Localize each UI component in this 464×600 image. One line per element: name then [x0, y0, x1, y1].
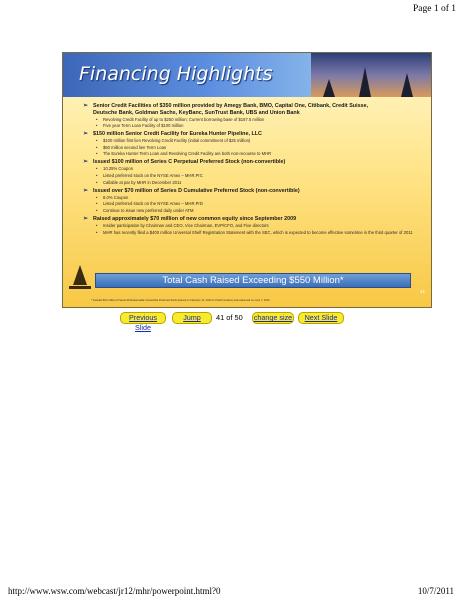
list-item: • Listed preferred stock on the NYSE Amex – MHR.PrC [96, 173, 203, 179]
list-item: • Insider participation by Chairman and CEO, Vice Chairman, EVP/CFO, and Five directors [96, 223, 269, 229]
previous-slide-button[interactable]: Previous Slide [120, 312, 166, 324]
footer-url: http://www.wsw.com/webcast/jr12/mhr/powerpoint.html?0 [8, 586, 221, 596]
slide-footnote: * Includes $10 million of Series B Redeemable Convertible Preferred Stock (issued on February 12, 2010 to Triad's lenders) and redeemed on June 7, 2010 [91, 299, 270, 302]
section-heading-cont: Deutsche Bank, Goldman Sachs, KeyBanc, SunTrust Bank, UBS and Union Bank [93, 109, 300, 116]
slide-number: 41 [419, 289, 425, 294]
jump-button[interactable]: Jump [172, 312, 212, 324]
arrow-bullet-icon: ➢ [83, 159, 89, 166]
list-item: • Continue to issue new preferred daily under ATM [96, 207, 194, 213]
list-item: • Revolving Credit Facility of up to $250 million; Current borrowing base of $167.5 million [96, 116, 265, 122]
list-item: • Listed preferred stock on the NYSE Amex – MHR.PrD [96, 201, 203, 207]
section-heading: ➢ Raised approximately $70 million of new common equity since September 2009 [83, 216, 297, 223]
list-item: • The Eureka Hunter Term Loan and Revolving Credit Facility are both non-recourse to MHR [96, 151, 272, 157]
footer-date: 10/7/2011 [417, 586, 454, 596]
oil-rig-image [311, 53, 431, 97]
slide-banner [63, 53, 431, 97]
page-count: Page 1 of 1 [412, 4, 456, 14]
change-size-button[interactable]: change size [253, 313, 293, 322]
arrow-bullet-icon: ➢ [83, 216, 89, 223]
derrick-logo-icon [69, 265, 91, 289]
total-cash-banner: Total Cash Raised Exceeding $550 Million* [95, 273, 411, 288]
rig-icon [359, 67, 371, 97]
slide-title: Financing Highlights [79, 63, 273, 85]
slide [62, 52, 432, 308]
list-item: • 10.25% Coupon [96, 166, 134, 172]
section-heading: ➢ Senior Credit Facilities of $350 million provided by Amegy Bank, BMO, Capital One, Citibank, Credit Suisse, [83, 102, 369, 109]
rig-icon [323, 79, 335, 97]
section-heading: ➢ Issued $100 million of Series C Perpetual Preferred Stock (non-convertible) [83, 159, 286, 166]
list-item: • Five year Term Loan Facility of $100 million [96, 123, 184, 129]
next-slide-button[interactable]: Next Slide [298, 312, 344, 324]
list-item: • Callable at par by MHR in December 2011 [96, 179, 182, 185]
arrow-bullet-icon: ➢ [83, 102, 89, 109]
list-item: • MHR has recently filed a $400 million Universal Shelf Registration Statement with the SEC, which is expected to become effective sometime in the third quarter of 2011 [96, 229, 413, 236]
list-item: • 8.0% Coupon [96, 194, 129, 200]
list-item: • $100 million first lien Revolving Credit Facility (initial commitment of $25 million) [96, 138, 251, 144]
arrow-bullet-icon: ➢ [83, 131, 89, 138]
list-item: • $50 million second lien Term Loan [96, 144, 167, 150]
slide-position: 41 of 50 [216, 313, 243, 322]
section-heading: ➢ Issued over $70 million of Series D Cumulative Preferred Stock (non-convertible) [83, 187, 300, 194]
slide-navigation [0, 312, 464, 332]
section-heading: ➢ $150 million Senior Credit Facility for Eureka Hunter Pipeline, LLC [83, 131, 262, 138]
arrow-bullet-icon: ➢ [83, 187, 89, 194]
slide-content [83, 101, 429, 236]
rig-icon [401, 73, 413, 97]
